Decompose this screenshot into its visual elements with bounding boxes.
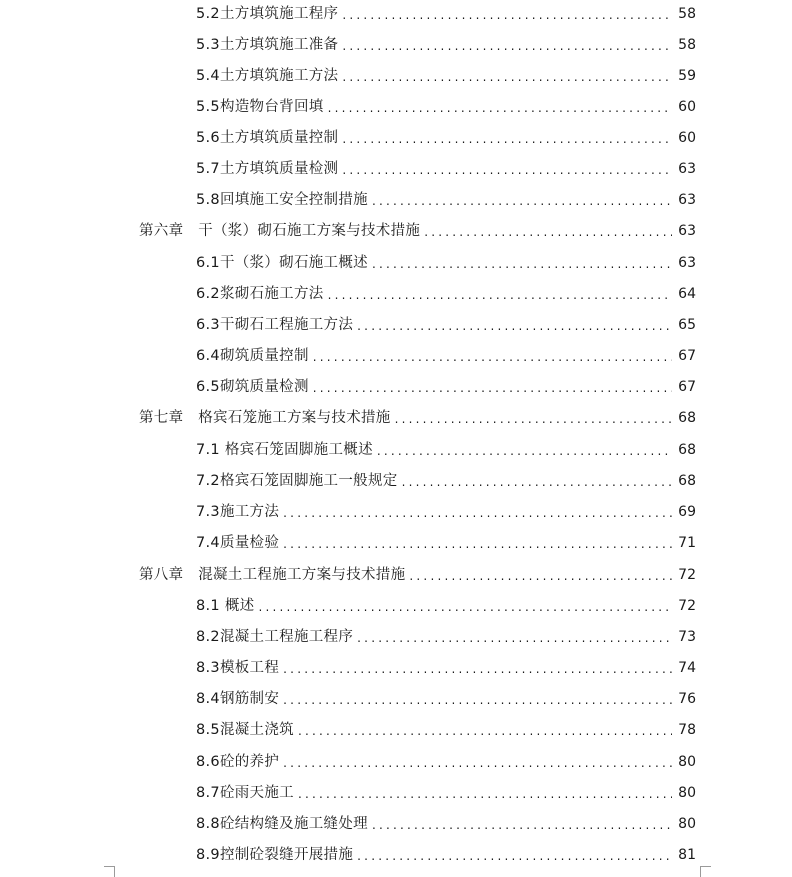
toc-entry[interactable]	[196, 2, 696, 26]
toc-entry-title: 8.9控制砼裂缝开展措施	[196, 847, 354, 863]
toc-dot-leader	[283, 500, 672, 524]
toc-dot-leader	[357, 625, 672, 649]
toc-entry-title: 8.3模板工程	[196, 660, 280, 676]
toc-dot-leader	[342, 157, 672, 181]
toc-entry-title: 6.3干砌石工程施工方法	[196, 317, 354, 333]
toc-page-number: 58	[678, 37, 696, 53]
toc-page-number: 60	[678, 99, 696, 115]
toc-dot-leader	[283, 656, 672, 680]
toc-entry[interactable]	[196, 95, 696, 119]
toc-entry[interactable]	[196, 812, 696, 836]
toc-entry-title: 5.6土方填筑质量控制	[196, 130, 339, 146]
toc-entry-title: 7.1 格宾石笼固脚施工概述	[196, 442, 373, 458]
toc-entry-title: 5.8回填施工安全控制措施	[196, 192, 368, 208]
toc-dot-leader	[342, 2, 672, 26]
toc-dot-leader	[424, 219, 672, 243]
toc-page-number: 74	[678, 660, 696, 676]
toc-page-number: 78	[678, 722, 696, 738]
toc-entry-title: 6.2浆砌石施工方法	[196, 286, 324, 302]
toc-entry[interactable]	[196, 64, 696, 88]
toc-page-number: 68	[678, 473, 696, 489]
toc-chapter-entry[interactable]	[139, 563, 696, 587]
toc-page-number: 67	[678, 348, 696, 364]
toc-entry-title: 8.2混凝土工程施工程序	[196, 629, 354, 645]
toc-dot-leader	[283, 531, 672, 555]
toc-page-number: 64	[678, 286, 696, 302]
toc-chapter-entry[interactable]	[139, 406, 696, 430]
toc-entry[interactable]	[196, 313, 696, 337]
page-corner-mark-left	[104, 866, 115, 877]
toc-entry-title: 8.1 概述	[196, 598, 255, 614]
toc-entry[interactable]	[196, 188, 696, 212]
toc-dot-leader	[372, 188, 672, 212]
toc-page-number: 72	[678, 567, 696, 583]
toc-dot-leader	[342, 126, 672, 150]
toc-entry[interactable]	[196, 781, 696, 805]
toc-page-number: 81	[678, 847, 696, 863]
toc-dot-leader	[258, 594, 672, 618]
toc-entry[interactable]	[196, 251, 696, 275]
page-corner-mark-right	[700, 866, 711, 877]
toc-entry-title: 8.5混凝土浇筑	[196, 722, 294, 738]
toc-page-number: 59	[678, 68, 696, 84]
toc-entry-title: 第六章 干（浆）砌石施工方案与技术措施	[139, 223, 421, 239]
toc-page-number: 67	[678, 379, 696, 395]
toc-entry[interactable]	[196, 438, 696, 462]
toc-page-number: 76	[678, 691, 696, 707]
toc-page-number: 63	[678, 223, 696, 239]
toc-dot-leader	[377, 438, 672, 462]
toc-entry[interactable]	[196, 656, 696, 680]
toc-entry[interactable]	[196, 594, 696, 618]
toc-chapter-entry[interactable]	[139, 219, 696, 243]
toc-dot-leader	[372, 251, 672, 275]
toc-dot-leader	[357, 313, 672, 337]
toc-entry-title: 8.8砼结构缝及施工缝处理	[196, 816, 368, 832]
toc-entry-title: 8.7砼雨天施工	[196, 785, 294, 801]
toc-entry[interactable]	[196, 344, 696, 368]
toc-dot-leader	[342, 64, 672, 88]
toc-entry-title: 6.4砌筑质量控制	[196, 348, 309, 364]
toc-entry[interactable]	[196, 282, 696, 306]
toc-entry[interactable]	[196, 469, 696, 493]
toc-page-number: 80	[678, 754, 696, 770]
toc-entry[interactable]	[196, 157, 696, 181]
toc-entry[interactable]	[196, 687, 696, 711]
toc-entry-title: 5.3土方填筑施工准备	[196, 37, 339, 53]
toc-dot-leader	[402, 469, 672, 493]
toc-entry-title: 5.7土方填筑质量检测	[196, 161, 339, 177]
toc-page-number: 80	[678, 785, 696, 801]
toc-entry[interactable]	[196, 126, 696, 150]
toc-entry-title: 第七章 格宾石笼施工方案与技术措施	[139, 410, 391, 426]
toc-entry[interactable]	[196, 33, 696, 57]
toc-dot-leader	[328, 95, 672, 119]
toc-entry[interactable]	[196, 500, 696, 524]
toc-entry[interactable]	[196, 718, 696, 742]
toc-dot-leader	[342, 33, 672, 57]
toc-page-number: 69	[678, 504, 696, 520]
toc-entry-title: 5.4土方填筑施工方法	[196, 68, 339, 84]
toc-entry-title: 5.2土方填筑施工程序	[196, 6, 339, 22]
toc-entry[interactable]	[196, 625, 696, 649]
toc-page-number: 60	[678, 130, 696, 146]
toc-page-number: 63	[678, 161, 696, 177]
toc-page-number: 73	[678, 629, 696, 645]
toc-entry-title: 6.5砌筑质量检测	[196, 379, 309, 395]
toc-dot-leader	[298, 781, 672, 805]
toc-entry-title: 7.2格宾石笼固脚施工一般规定	[196, 473, 398, 489]
toc-dot-leader	[283, 750, 672, 774]
toc-entry-title: 8.6砼的养护	[196, 754, 280, 770]
toc-entry-title: 7.3施工方法	[196, 504, 280, 520]
toc-dot-leader	[409, 563, 672, 587]
toc-entry-title: 6.1干（浆）砌石施工概述	[196, 255, 368, 271]
toc-page-number: 58	[678, 6, 696, 22]
toc-entry[interactable]	[196, 531, 696, 555]
toc-entry[interactable]	[196, 843, 696, 867]
toc-dot-leader	[395, 406, 672, 430]
toc-entry-title: 8.4钢筋制安	[196, 691, 280, 707]
toc-dot-leader	[283, 687, 672, 711]
toc-page-number: 63	[678, 255, 696, 271]
toc-dot-leader	[313, 375, 672, 399]
toc-page-number: 68	[678, 410, 696, 426]
toc-entry-title: 5.5构造物台背回填	[196, 99, 324, 115]
toc-dot-leader	[298, 718, 672, 742]
toc-entry[interactable]	[196, 750, 696, 774]
toc-page-number: 80	[678, 816, 696, 832]
toc-page-number: 71	[678, 535, 696, 551]
toc-page-number: 65	[678, 317, 696, 333]
toc-page-number: 63	[678, 192, 696, 208]
toc-entry-title: 第八章 混凝土工程施工方案与技术措施	[139, 567, 406, 583]
toc-entry[interactable]	[196, 375, 696, 399]
toc-entry-title: 7.4质量检验	[196, 535, 280, 551]
toc-dot-leader	[372, 812, 672, 836]
toc-page-number: 72	[678, 598, 696, 614]
toc-page-number: 68	[678, 442, 696, 458]
toc-dot-leader	[328, 282, 672, 306]
toc-dot-leader	[313, 344, 672, 368]
toc-dot-leader	[357, 843, 672, 867]
